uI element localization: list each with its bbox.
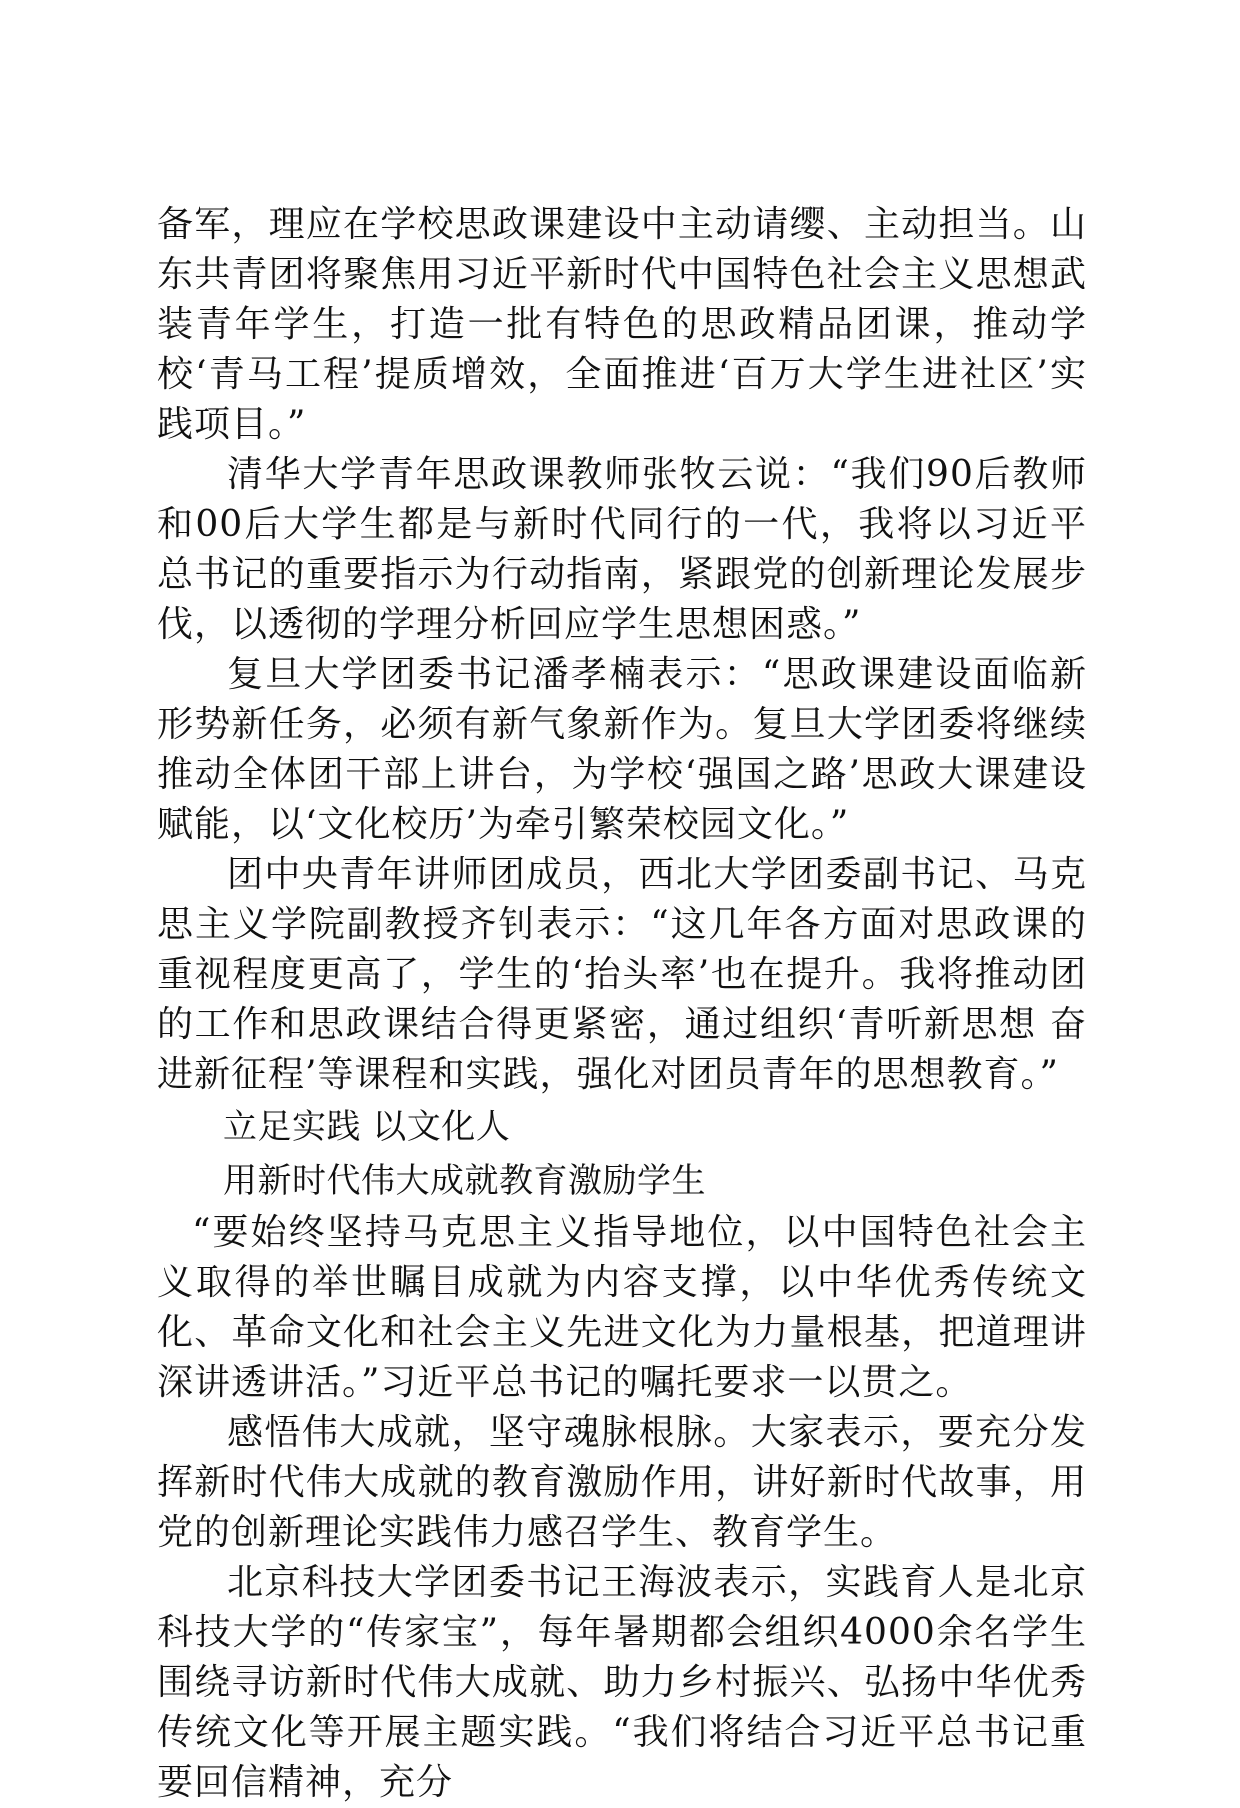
paragraph-achievements: 感悟伟大成就，坚守魂脉根脉。大家表示，要充分发挥新时代伟大成就的教育激励作用，讲好新时代故事，用党的创新理论实践伟力感召学生、教育学生。 bbox=[157, 1412, 1087, 1553]
section-heading-line1: 立足实践 以文化人 bbox=[223, 1107, 511, 1147]
section-heading-line2: 用新时代伟大成就教育激励学生 bbox=[223, 1161, 706, 1201]
paragraph-ustb: 北京科技大学团委书记王海波表示，实践育人是北京科技大学的“传家宝”，每年暑期都会组织4000余名学生围绕寻访新时代伟大成就、助力乡村振兴、弘扬中华优秀传统文化等开展主题实践。“我们将结合习近平总书记重要回信精神，充分 bbox=[157, 1562, 1087, 1803]
paragraph-quote: “要始终坚持马克思主义指导地位，以中国特色社会主义取得的举世瞩目成就为内容支撑，以中华优秀传统文化、革命文化和社会主义先进文化为力量根基，把道理讲深讲透讲活。”习近平总书记的嘱托要求一以贯之。 bbox=[157, 1212, 1087, 1403]
paragraph-northwest: 团中央青年讲师团成员，西北大学团委副书记、马克思主义学院副教授齐钊表示：“这几年各方面对思政课的重视程度更高了，学生的‘抬头率’也在提升。我将推动团的工作和思政课结合得更紧密，通过组织‘青听新思想 奋进新征程’等课程和实践，强化对团员青年的思想教育。” bbox=[157, 854, 1087, 1095]
paragraph-tsinghua: 清华大学青年思政课教师张牧云说：“我们90后教师和00后大学生都是与新时代同行的一代，我将以习近平总书记的重要指示为行动指南，紧跟党的创新理论发展步伐，以透彻的学理分析回应学生思想困惑。” bbox=[157, 454, 1087, 645]
document-body bbox=[157, 200, 1087, 1808]
paragraph-fudan: 复旦大学团委书记潘孝楠表示：“思政课建设面临新形势新任务，必须有新气象新作为。复旦大学团委将继续推动全体团干部上讲台，为学校‘强国之路’思政大课建设赋能，以‘文化校历’为牵引繁荣校园文化。” bbox=[157, 654, 1087, 845]
paragraph-shandong-cont: 备军，理应在学校思政课建设中主动请缨、主动担当。山东共青团将聚焦用习近平新时代中国特色社会主义思想武装青年学生，打造一批有特色的思政精品团课，推动学校‘青马工程’提质增效，全面推进‘百万大学生进社区’实践项目。” bbox=[157, 204, 1087, 445]
